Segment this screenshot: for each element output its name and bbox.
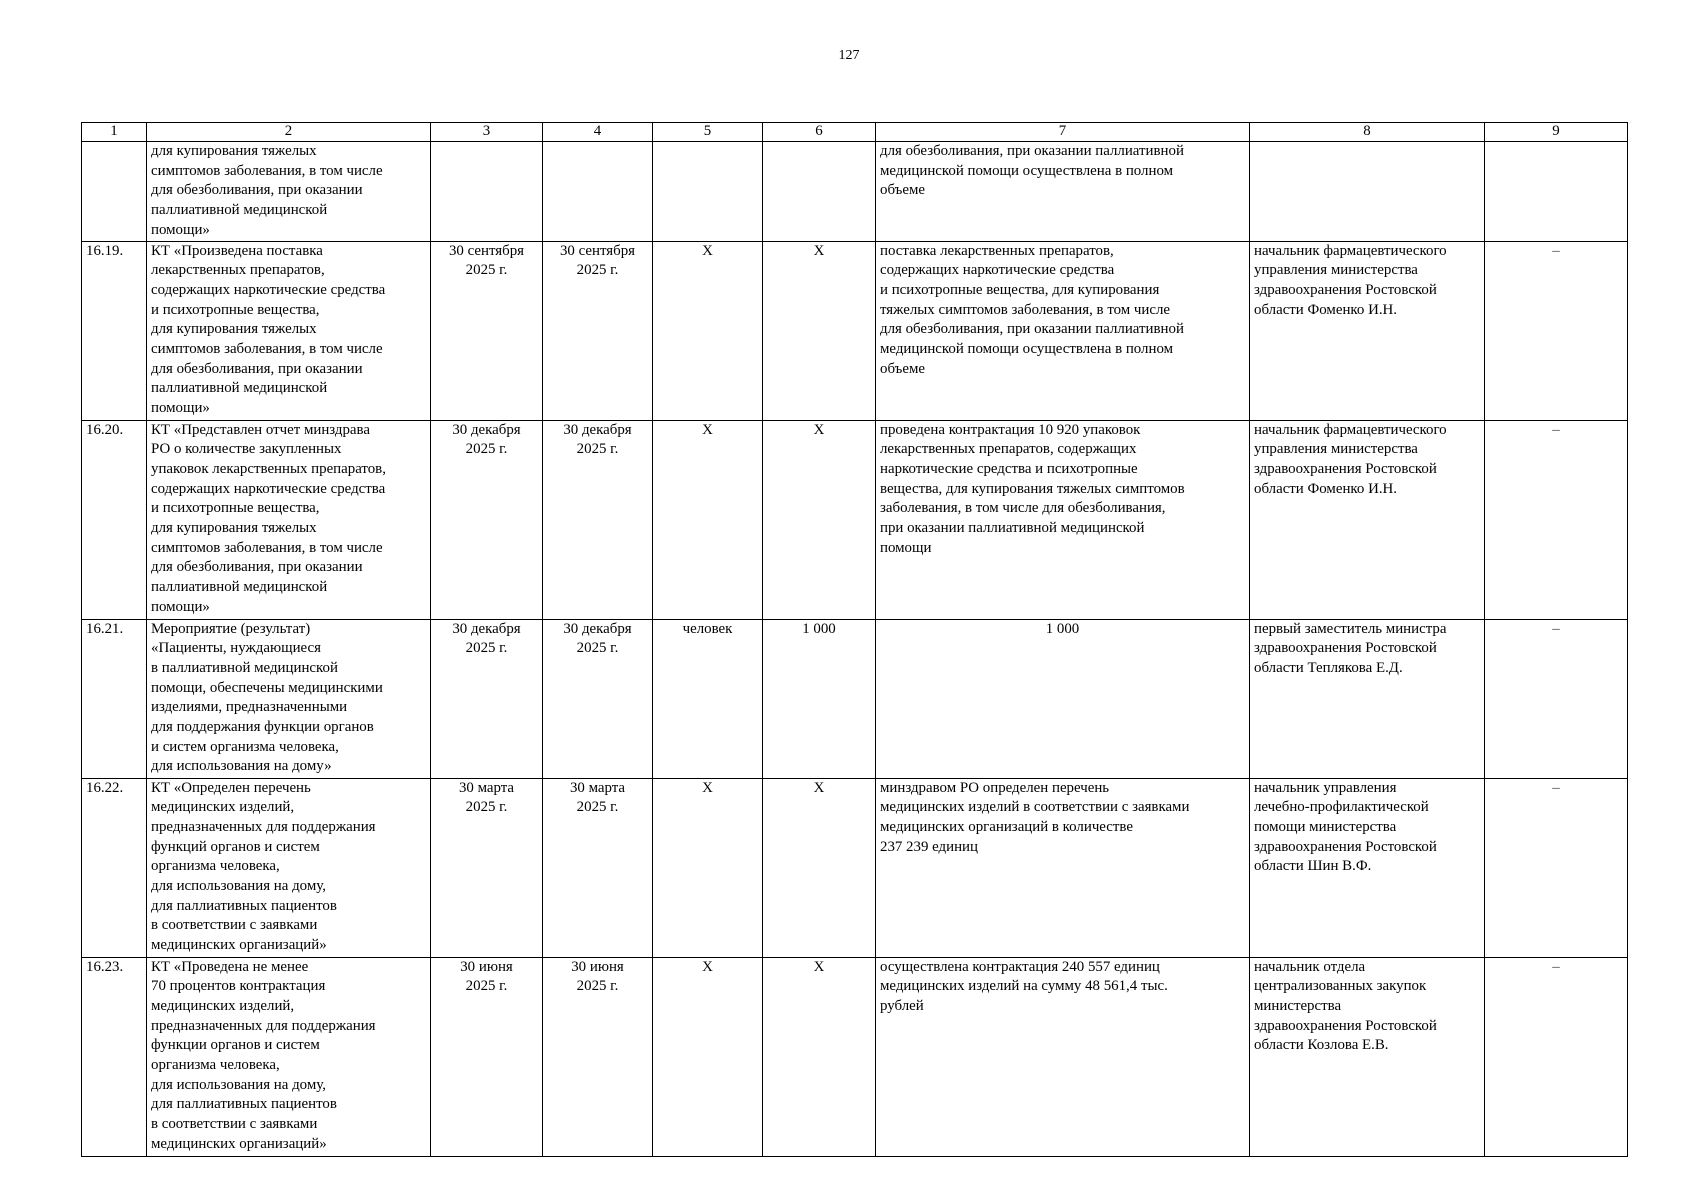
- cell-start-date: 30 марта 2025 г.: [431, 778, 543, 957]
- cell-responsible: начальник управления лечебно-профилактической помощи министерства здравоохранения Ростовской области Шин В.Ф.: [1250, 778, 1485, 957]
- cell-result: проведена контрактация 10 920 упаковок лекарственных препаратов, содержащих наркотические средства и психотропные вещества, для купирования тяжелых симптомов заболевания, в том числе для обезболивания, при оказании паллиативной медицинской помощи: [876, 420, 1250, 619]
- cell-number: [82, 142, 147, 242]
- cell-result: минздравом РО определен перечень медицинских изделий в соответствии с заявками медицинских организаций в количестве 237 239 единиц: [876, 778, 1250, 957]
- report-table: [81, 122, 1628, 1157]
- cell-start-date: 30 декабря 2025 г.: [431, 619, 543, 778]
- col-header-8: 8: [1250, 123, 1485, 142]
- cell-end-date: 30 марта 2025 г.: [543, 778, 653, 957]
- cell-number: 16.22.: [82, 778, 147, 957]
- cell-value: 1 000: [763, 619, 876, 778]
- cell-start-date: 30 сентября 2025 г.: [431, 241, 543, 420]
- cell-number: 16.21.: [82, 619, 147, 778]
- col-header-1: 1: [82, 123, 147, 142]
- col-header-6: 6: [763, 123, 876, 142]
- cell-unit: Х: [653, 420, 763, 619]
- table-row: [82, 142, 1628, 242]
- header-row: [82, 123, 1628, 142]
- cell-value: Х: [763, 241, 876, 420]
- cell-event-name: КТ «Определен перечень медицинских изделий, предназначенных для поддержания функций органов и систем организма человека, для использования на дому, для паллиативных пациентов в соответствии с заявками медицинских организаций»: [147, 778, 431, 957]
- cell-value: Х: [763, 420, 876, 619]
- cell-responsible: начальник фармацевтического управления министерства здравоохранения Ростовской области Фоменко И.Н.: [1250, 241, 1485, 420]
- cell-number: 16.20.: [82, 420, 147, 619]
- col-header-4: 4: [543, 123, 653, 142]
- page-number: 127: [838, 48, 860, 63]
- cell-result: 1 000: [876, 619, 1250, 778]
- cell-note: [1485, 142, 1628, 242]
- cell-unit: [653, 142, 763, 242]
- cell-result: поставка лекарственных препаратов, содержащих наркотические средства и психотропные вещества, для купирования тяжелых симптомов заболевания, в том числе для обезболивания, при оказании паллиативной медицинской помощи осуществлена в полном объеме: [876, 241, 1250, 420]
- cell-start-date: 30 декабря 2025 г.: [431, 420, 543, 619]
- cell-end-date: 30 декабря 2025 г.: [543, 619, 653, 778]
- table-row: [82, 420, 1628, 619]
- cell-number: 16.23.: [82, 957, 147, 1156]
- cell-result: осуществлена контрактация 240 557 единиц медицинских изделий на сумму 48 561,4 тыс. рублей: [876, 957, 1250, 1156]
- cell-event-name: КТ «Проведена не менее 70 процентов контрактация медицинских изделий, предназначенных для поддержания функции органов и систем организма человека, для использования на дому, для паллиативных пациентов в соответствии с заявками медицинских организаций»: [147, 957, 431, 1156]
- cell-note: –: [1485, 957, 1628, 1156]
- cell-note: –: [1485, 420, 1628, 619]
- cell-note: –: [1485, 778, 1628, 957]
- cell-end-date: [543, 142, 653, 242]
- col-header-3: 3: [431, 123, 543, 142]
- table-row: [82, 778, 1628, 957]
- cell-note: –: [1485, 241, 1628, 420]
- cell-responsible: начальник фармацевтического управления министерства здравоохранения Ростовской области Фоменко И.Н.: [1250, 420, 1485, 619]
- cell-unit: человек: [653, 619, 763, 778]
- cell-value: [763, 142, 876, 242]
- col-header-7: 7: [876, 123, 1250, 142]
- cell-start-date: 30 июня 2025 г.: [431, 957, 543, 1156]
- cell-end-date: 30 сентября 2025 г.: [543, 241, 653, 420]
- col-header-9: 9: [1485, 123, 1628, 142]
- table-body: [82, 142, 1628, 1157]
- cell-responsible: [1250, 142, 1485, 242]
- cell-responsible: начальник отдела централизованных закупок министерства здравоохранения Ростовской области Козлова Е.В.: [1250, 957, 1485, 1156]
- table-row: [82, 619, 1628, 778]
- table-row: [82, 241, 1628, 420]
- cell-end-date: 30 июня 2025 г.: [543, 957, 653, 1156]
- cell-unit: Х: [653, 778, 763, 957]
- cell-end-date: 30 декабря 2025 г.: [543, 420, 653, 619]
- cell-event-name: КТ «Представлен отчет минздрава РО о количестве закупленных упаковок лекарственных препаратов, содержащих наркотические средства и психотропные вещества, для купирования тяжелых симптомов заболевания, в том числе для обезболивания, при оказании паллиативной медицинской помощи»: [147, 420, 431, 619]
- cell-note: –: [1485, 619, 1628, 778]
- cell-unit: Х: [653, 241, 763, 420]
- cell-event-name: КТ «Произведена поставка лекарственных препаратов, содержащих наркотические средства и психотропные вещества, для купирования тяжелых симптомов заболевания, в том числе для обезболивания, при оказании паллиативной медицинской помощи»: [147, 241, 431, 420]
- cell-value: Х: [763, 957, 876, 1156]
- cell-responsible: первый заместитель министра здравоохранения Ростовской области Теплякова Е.Д.: [1250, 619, 1485, 778]
- cell-value: Х: [763, 778, 876, 957]
- cell-event-name: Мероприятие (результат) «Пациенты, нуждающиеся в паллиативной медицинской помощи, обеспечены медицинскими изделиями, предназначенными для поддержания функции органов и систем организма человека, для использования на дому»: [147, 619, 431, 778]
- col-header-5: 5: [653, 123, 763, 142]
- cell-start-date: [431, 142, 543, 242]
- table-row: [82, 957, 1628, 1156]
- cell-event-name: для купирования тяжелых симптомов заболевания, в том числе для обезболивания, при оказании паллиативной медицинской помощи»: [147, 142, 431, 242]
- cell-unit: Х: [653, 957, 763, 1156]
- cell-number: 16.19.: [82, 241, 147, 420]
- col-header-2: 2: [147, 123, 431, 142]
- cell-result: для обезболивания, при оказании паллиативной медицинской помощи осуществлена в полном объеме: [876, 142, 1250, 242]
